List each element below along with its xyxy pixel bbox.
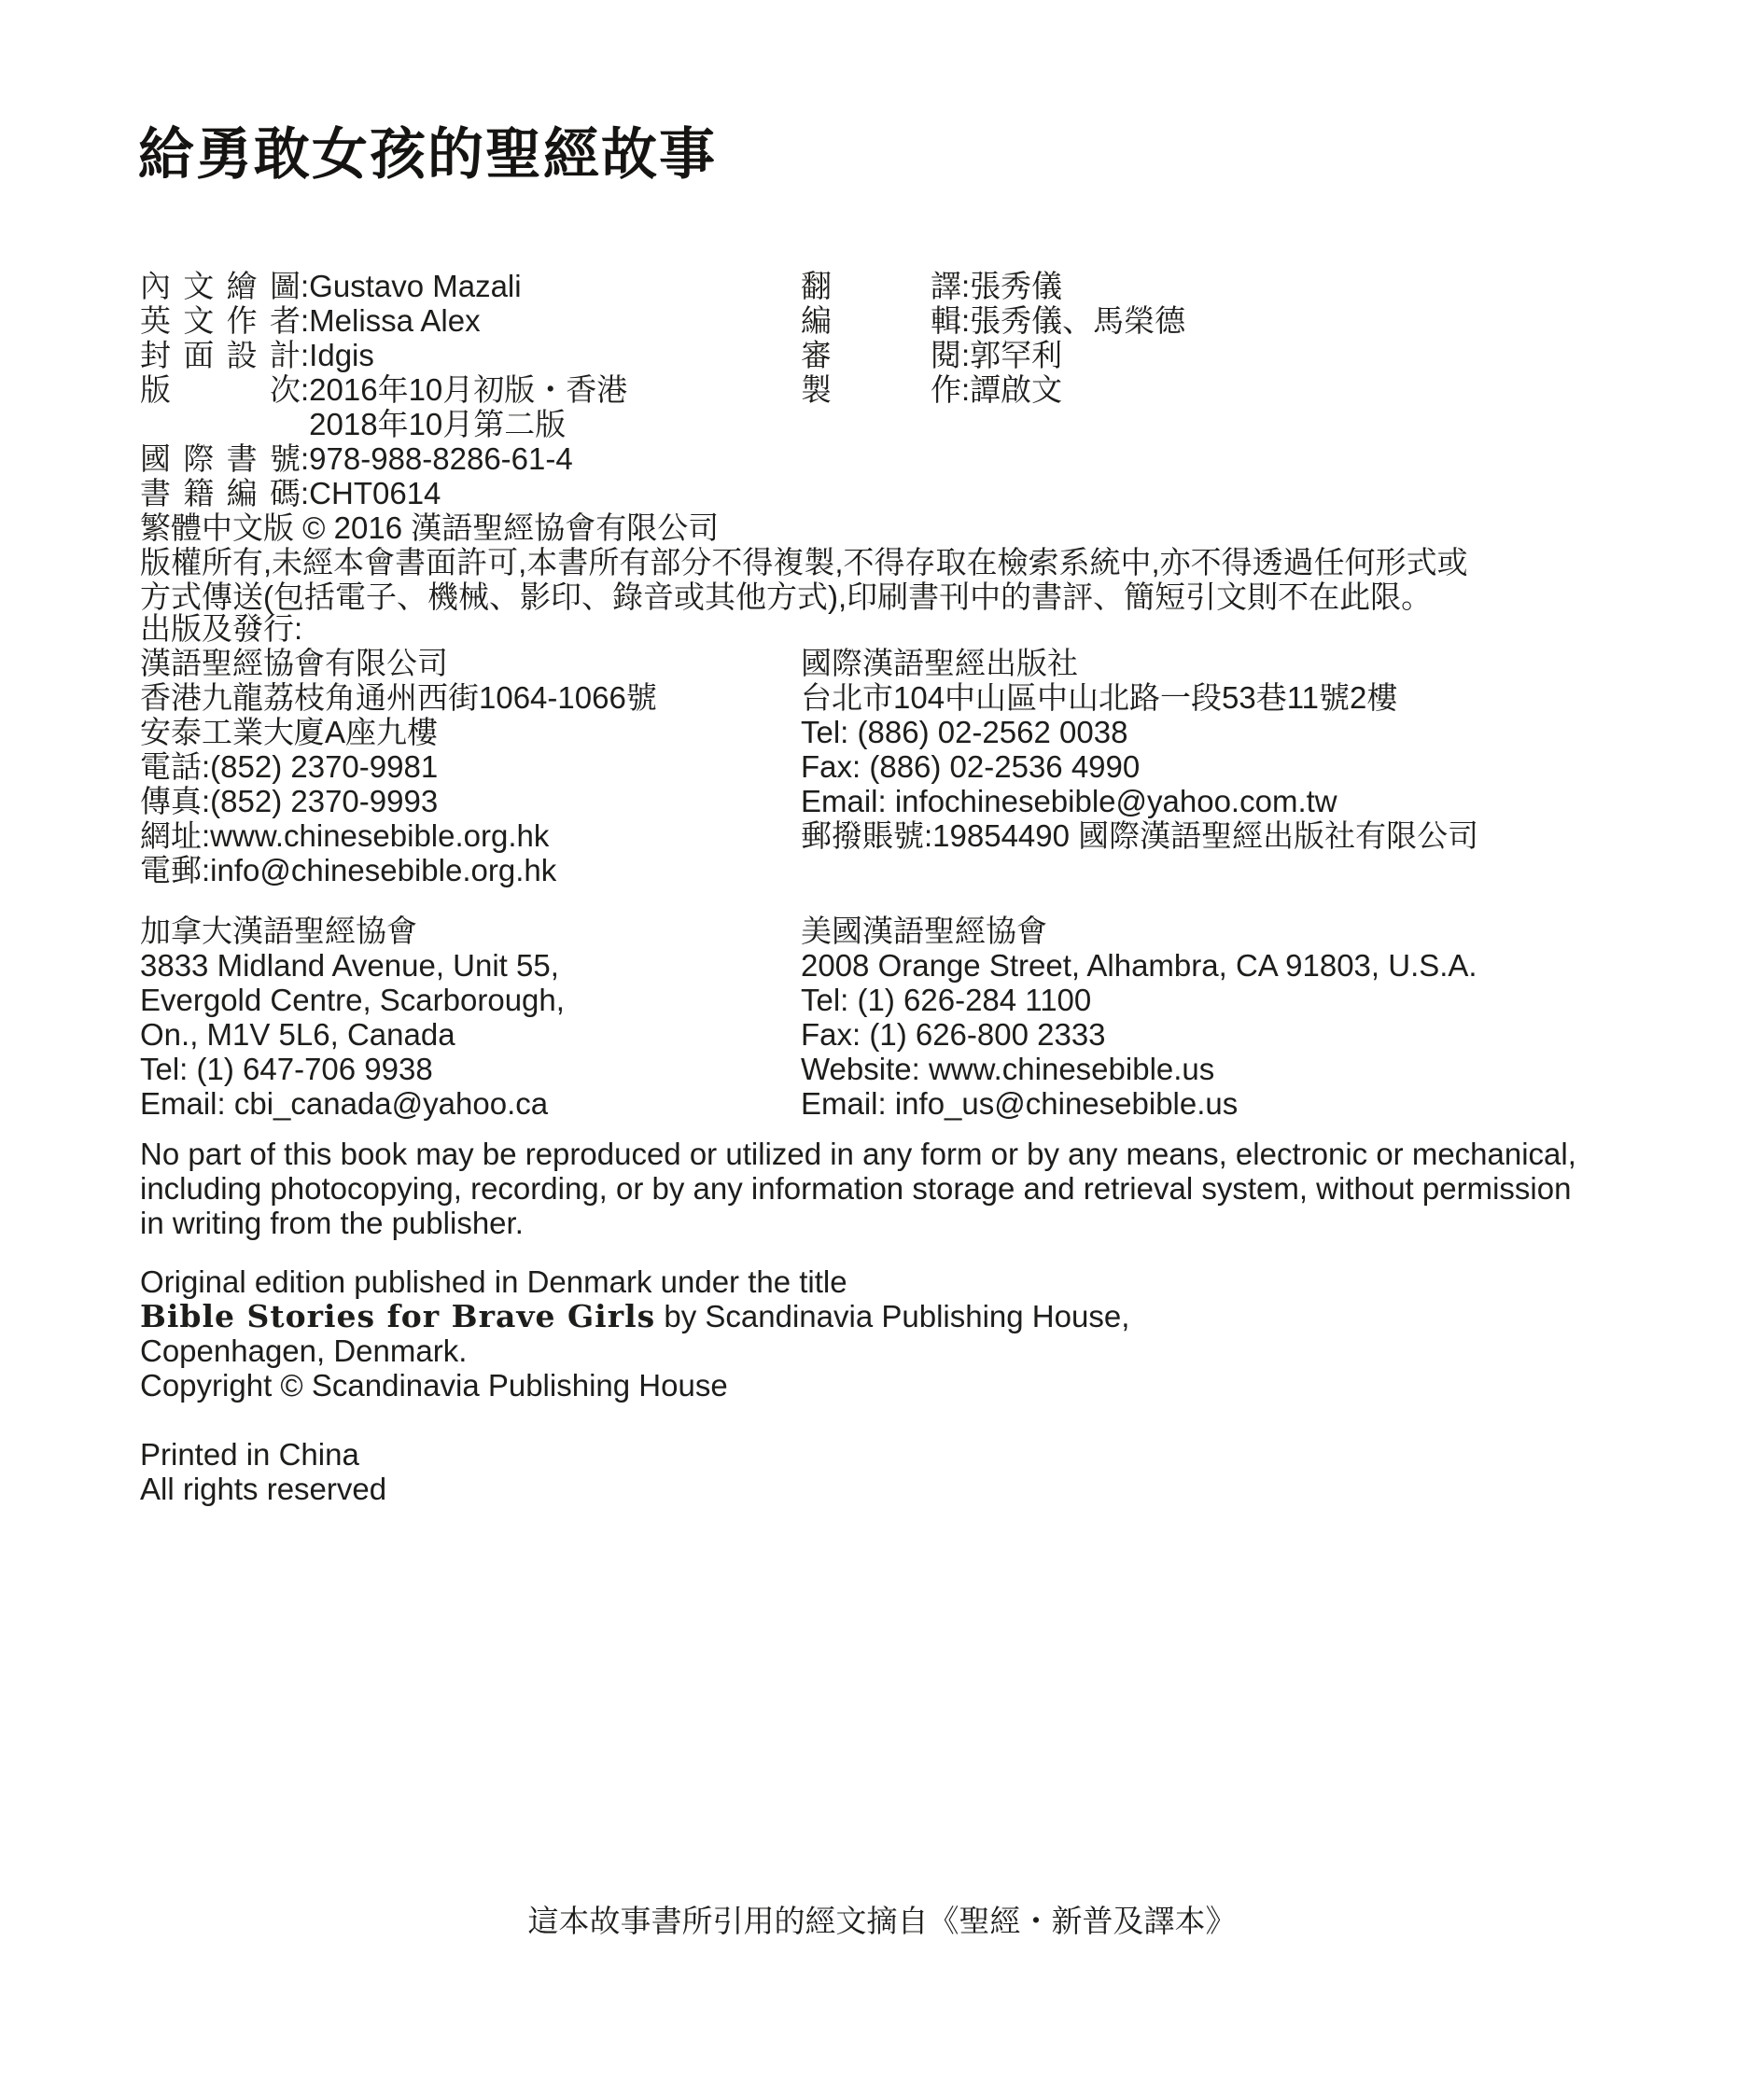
publisher-website: Website: www.chinesebible.us xyxy=(801,1052,1215,1086)
credit-value: Melissa Alex xyxy=(309,303,481,338)
credit-value: Gustavo Mazali xyxy=(309,269,522,303)
publisher-address-line: 香港九龍荔枝角通州西街1064-1066號 xyxy=(140,680,657,715)
original-edition-publisher: by Scandinavia Publishing House, xyxy=(655,1299,1130,1333)
printing-block xyxy=(140,1437,386,1506)
printed-in-line: Printed in China xyxy=(140,1437,359,1472)
english-notice-line: No part of this book may be reproduced or utilized in any form or by any means, electronic or mechanical, xyxy=(140,1137,1576,1171)
publisher-phone: 電話:(852) 2370-9981 xyxy=(140,749,439,784)
publisher-phone: Tel: (1) 647-706 9938 xyxy=(140,1052,433,1086)
original-edition-block xyxy=(140,1264,1129,1403)
credit-row-isbn xyxy=(140,441,1708,476)
publisher-block-canada xyxy=(140,914,565,1121)
original-edition-line: Copyright © Scandinavia Publishing House xyxy=(140,1368,728,1403)
publisher-email: Email: info_us@chinesebible.us xyxy=(801,1086,1239,1121)
publisher-name: 國際漢語聖經出版社 xyxy=(801,646,1078,680)
credit-row-translator xyxy=(801,269,1185,303)
credit-colon: : xyxy=(301,303,310,338)
publisher-postal-account: 郵撥賬號:19854490 國際漢語聖經出版社有限公司 xyxy=(801,818,1479,853)
english-rights-notice xyxy=(140,1137,1576,1240)
publisher-fax: Fax: (1) 626-800 2333 xyxy=(801,1017,1106,1052)
credit-value: 2018年10月第二版 xyxy=(309,407,567,441)
credit-label: 翻譯 xyxy=(801,269,961,303)
credit-row-book-code xyxy=(140,476,1708,510)
publisher-address-line: 台北市104中山區中山北路一段53巷11號2樓 xyxy=(801,680,1398,715)
credit-label: 英文作者 xyxy=(140,303,301,338)
credit-label: 書籍編碼 xyxy=(140,476,301,510)
credit-row-reviewer xyxy=(801,338,1185,372)
credit-colon: : xyxy=(961,372,971,407)
book-title-english: Bible Stories for Brave Girls xyxy=(140,1298,656,1334)
credit-colon: : xyxy=(301,441,310,476)
original-edition-line: Copenhagen, Denmark. xyxy=(140,1333,468,1368)
publishing-heading: 出版及發行: xyxy=(140,611,303,646)
copyright-line: 繁體中文版 © 2016 漢語聖經協會有限公司 xyxy=(140,510,720,545)
credit-label: 封面設計 xyxy=(140,338,301,372)
page-title: 給勇敢女孩的聖經故事 xyxy=(138,123,717,186)
publisher-name: 加拿大漢語聖經協會 xyxy=(140,914,417,948)
publisher-address-line: 3833 Midland Avenue, Unit 55, xyxy=(140,948,559,983)
publisher-block-usa xyxy=(801,914,1477,1121)
publisher-address-line: Evergold Centre, Scarborough, xyxy=(140,983,565,1017)
credit-colon: : xyxy=(961,269,971,303)
credit-value: 張秀儀 xyxy=(970,269,1063,303)
original-edition-line xyxy=(140,1299,1129,1333)
credit-value: 郭罕利 xyxy=(970,338,1063,372)
publisher-fax: Fax: (886) 02-2536 4990 xyxy=(801,749,1141,784)
credit-colon: : xyxy=(301,269,310,303)
publisher-name: 漢語聖經協會有限公司 xyxy=(140,646,448,680)
original-edition-line: Original edition published in Denmark under the title xyxy=(140,1264,847,1299)
credit-row-production xyxy=(801,372,1185,407)
credit-colon: : xyxy=(301,338,310,372)
credit-colon: : xyxy=(301,372,310,407)
copyright-line: 版權所有,未經本會書面許可,本書所有部分不得複製,不得存取在檢索系統中,亦不得透過任何形式或 xyxy=(140,545,1468,579)
publisher-address-line: 安泰工業大廈A座九樓 xyxy=(140,715,439,749)
credit-row-editor xyxy=(801,303,1185,338)
publisher-email: Email: infochinesebible@yahoo.com.tw xyxy=(801,784,1337,818)
credit-label: 編輯 xyxy=(801,303,961,338)
credit-colon: : xyxy=(961,303,971,338)
publisher-address-line: 2008 Orange Street, Alhambra, CA 91803, U.S.A. xyxy=(801,948,1477,983)
publisher-fax: 傳真:(852) 2370-9993 xyxy=(140,784,439,818)
credit-row-edition-cont xyxy=(140,407,1708,441)
publisher-address-line: On., M1V 5L6, Canada xyxy=(140,1017,455,1052)
credits-right-column xyxy=(801,269,1185,407)
publisher-email: 電郵:info@chinesebible.org.hk xyxy=(140,853,557,887)
copyright-line: 方式傳送(包括電子、機械、影印、錄音或其他方式),印刷書刊中的書評、簡短引文則不在此限。 xyxy=(140,579,1433,614)
english-notice-line: including photocopying, recording, or by any information storage and retrieval system, without permission xyxy=(140,1171,1572,1206)
credit-colon: : xyxy=(961,338,971,372)
scripture-source-note: 這本故事書所引用的經文摘自《聖經・新普及譯本》 xyxy=(527,1904,1237,1938)
credit-label: 審閱 xyxy=(801,338,961,372)
publisher-phone: Tel: (886) 02-2562 0038 xyxy=(801,715,1128,749)
credit-label: 版次 xyxy=(140,372,301,407)
credit-value: 2016年10月初版・香港 xyxy=(309,372,628,407)
publisher-phone: Tel: (1) 626-284 1100 xyxy=(801,983,1092,1017)
credit-value: 978-988-8286-61-4 xyxy=(309,441,573,476)
publisher-block-tw xyxy=(801,646,1478,853)
publisher-email: Email: cbi_canada@yahoo.ca xyxy=(140,1086,549,1121)
credit-value: Idgis xyxy=(309,338,374,372)
credit-value: CHT0614 xyxy=(309,476,441,510)
publisher-website: 網址:www.chinesebible.org.hk xyxy=(140,818,550,853)
publisher-block-hk xyxy=(140,611,657,887)
credit-value: 張秀儀、馬榮德 xyxy=(970,303,1186,338)
english-notice-line: in writing from the publisher. xyxy=(140,1206,524,1240)
credit-label: 內文繪圖 xyxy=(140,269,301,303)
credit-colon: : xyxy=(301,476,310,510)
rights-reserved-line: All rights reserved xyxy=(140,1472,387,1506)
credit-value: 譚啟文 xyxy=(970,372,1063,407)
publisher-name: 美國漢語聖經協會 xyxy=(801,914,1047,948)
credit-label: 國際書號 xyxy=(140,441,301,476)
credit-label: 製作 xyxy=(801,372,961,407)
